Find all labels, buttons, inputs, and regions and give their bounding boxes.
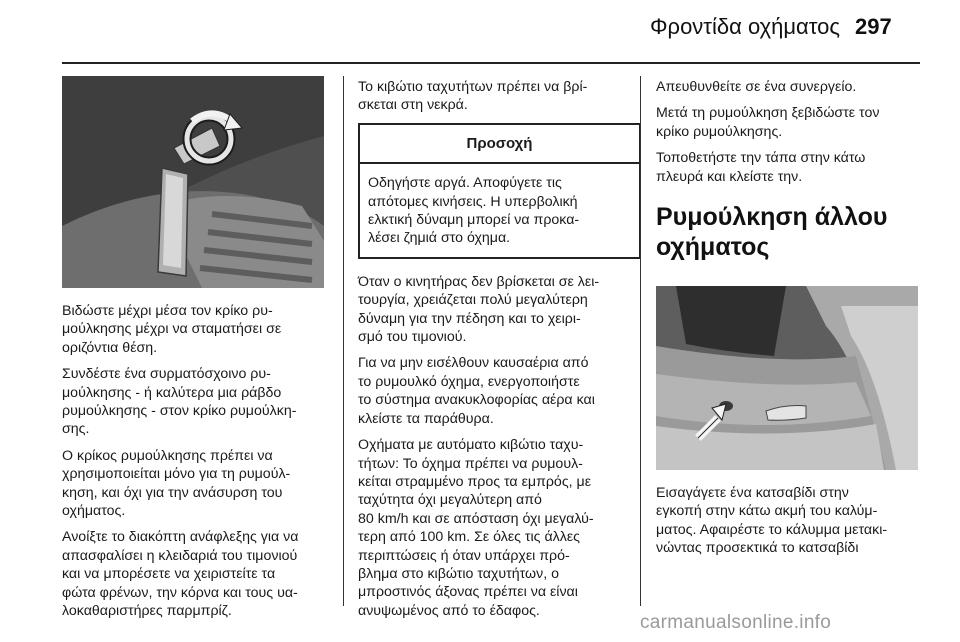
page-header-title: Φροντίδα οχήματος — [650, 14, 840, 39]
warning-title: Προσοχή — [360, 125, 639, 164]
warning-box — [358, 123, 641, 259]
col2-paragraph: Για να μην εισέλθουν καυσαέρια από το ρυμουλκό όχημα, ενεργοποιήστε το σύστημα ανακυκλοφορίας αέρα και κλείστε τα παράθυρα. — [358, 355, 595, 427]
col1-paragraph: Βιδώστε μέχρι μέσα τον κρίκο ρυ- μούλκησης μέχρι να σταματήσει σε οριζόντια θέση. — [62, 303, 282, 356]
col2-intro: Το κιβώτιο ταχυτήτων πρέπει να βρί- σκεται στη νεκρά. — [358, 79, 588, 114]
col3-paragraph: Μετά τη ρυμούλκηση ξεβιδώστε τον κρίκο ρυμούλκησης. — [656, 105, 880, 140]
column-2-text — [358, 78, 638, 628]
column-divider-2 — [640, 76, 641, 606]
col2-paragraph: Όταν ο κινητήρας δεν βρίσκεται σε λει- τουργία, χρειάζεται πολύ μεγαλύτερη δύναμη για την πέδηση και το χειρι- σμό του τιμονιού. — [358, 273, 600, 346]
column-3-text — [656, 78, 926, 278]
col2-paragraph: Οχήματα με αυτόματο κιβώτιο ταχυ- τήτων: Το όχημα πρέπει να ρυμουλ- κείται στραμμένο προς τα εμπρός, με ταχύτητα όχι μεγαλύτερη από 80 km/h και σε απόσταση όχι μεγαλύ- τερη από 100 km. Σε όλες τις άλλες περιπτώσεις ή όταν υπάρχει πρό- βλημα στο κιβώτιο ταχυτήτων, ο μπροστινός άξονας πρέπει να είναι ανυψωμένος από το έδαφος. — [358, 437, 594, 619]
col3-paragraph: Τοποθετήστε την τάπα στην κάτω πλευρά και κλείστε την. — [656, 150, 866, 185]
col1-paragraph: Ο κρίκος ρυμούλκησης πρέπει να χρησιμοποιείται μόνο για τη ρυμούλ- κηση, και όχι για την ανάσυρση του οχήματος. — [62, 447, 291, 520]
column-3-bottom-text — [656, 484, 926, 566]
col1-paragraph: Ανοίξτε το διακόπτη ανάφλεξης για να απασφαλίσει η κλειδαριά του τιμονιού και να μπορέσετε να χειριστείτε τα φώτα φρένων, την κόρνα και τους υα- λοκαθαριστήρες παρμπρίζ. — [62, 529, 299, 620]
tow-eye-screw-in-icon — [62, 76, 324, 288]
header-rule — [62, 62, 920, 64]
col3-paragraph: Απευθυνθείτε σε ένα συνεργείο. — [656, 79, 857, 95]
page-number: 297 — [855, 14, 892, 39]
warning-text: Οδηγήστε αργά. Αποφύγετε τις απότομες κινήσεις. Η υπερβολική ελκτική δύναμη μπορεί να προκα- λέσει ζημιά στο όχημα. — [368, 175, 580, 247]
rear-tow-point-figure — [656, 286, 918, 470]
column-1-text — [62, 302, 330, 629]
front-tow-eye-figure — [62, 76, 324, 288]
rear-tow-point-arrow-icon — [656, 286, 918, 470]
col3-paragraph: Εισαγάγετε ένα κατσαβίδι στην εγκοπή στην κάτω ακμή του καλύμ- ματος. Αφαιρέστε το κάλυμμα μετακι- νώντας προσεκτικά το κατσαβίδι — [656, 485, 888, 557]
section-heading: Ρυμούλκηση άλλου οχήματος — [656, 203, 888, 262]
col1-paragraph: Συνδέστε ένα συρματόσχοινο ρυ- μούλκησης - ή καλύτερα μια ράβδο ρυμούλκησης - στον κρίκο ρυμούλκη- σης. — [62, 366, 297, 438]
site-watermark: carmanualsonline.info — [640, 612, 832, 633]
column-divider-1 — [343, 76, 344, 606]
